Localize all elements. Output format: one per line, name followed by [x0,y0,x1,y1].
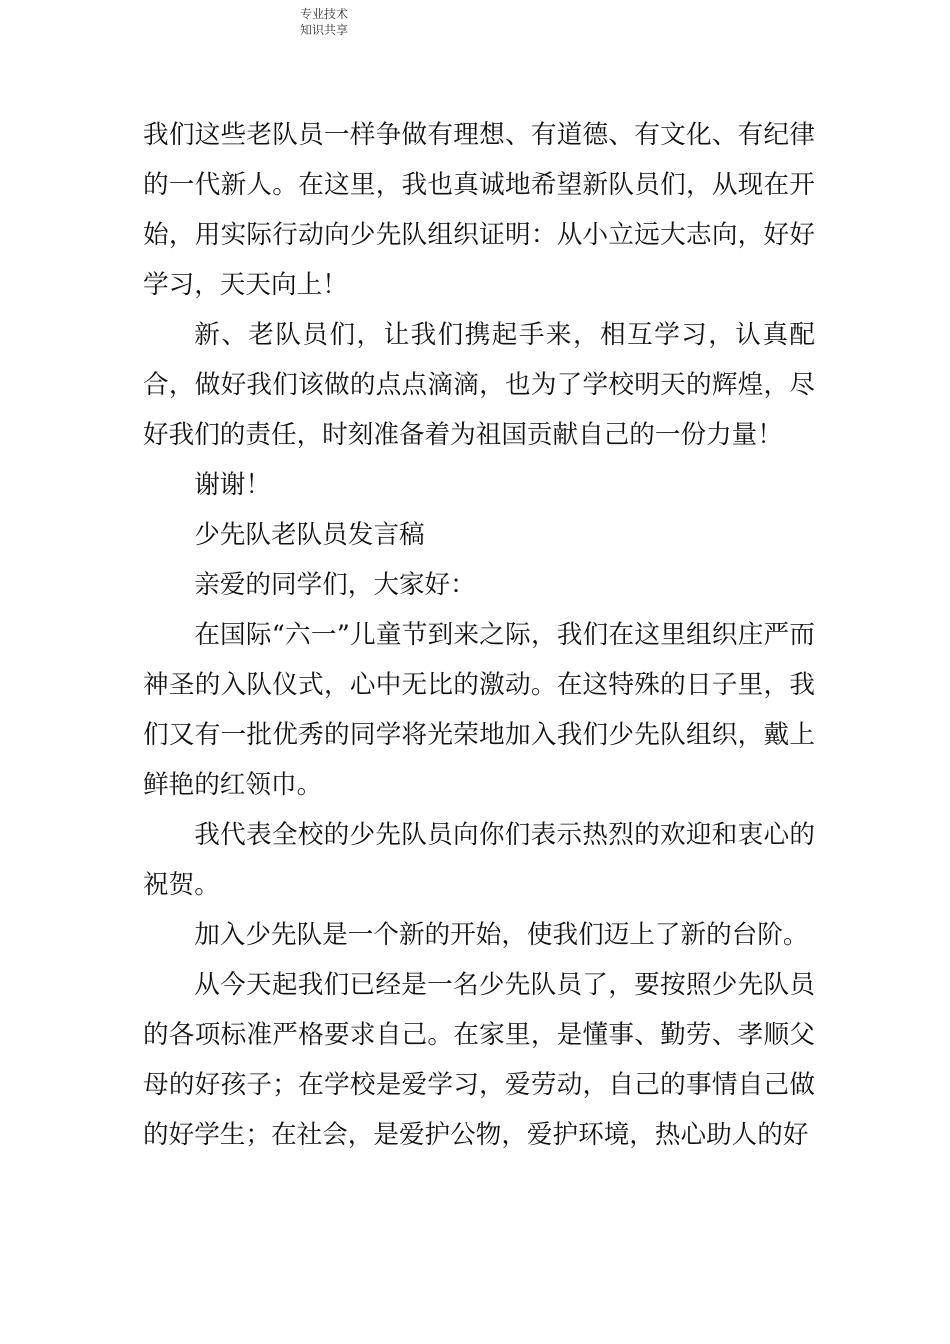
paragraph-2: 新、老队员们，让我们携起手来，相互学习，认真配合，做好我们该做的点点滴滴，也为了学校明天的辉煌，尽好我们的责任，时刻准备着为祖国贡献自己的一份力量！ [143,320,815,450]
paragraph-3: 谢谢！ [194,470,271,500]
paragraph-8: 加入少先队是一个新的开始，使我们迈上了新的台阶。 [194,920,809,950]
paragraph-5-greeting: 亲爱的同学们，大家好： [194,570,476,600]
document-body [143,110,815,1160]
header-note: 专业技术知识共享 [300,7,349,37]
paragraph-4-title: 少先队老队员发言稿 [194,520,425,550]
paragraph-7: 我代表全校的少先队员向你们表示热烈的欢迎和衷心的祝贺。 [143,820,815,900]
paragraph-9: 从今天起我们已经是一名少先队员了，要按照少先队员的各项标准严格要求自己。在家里，是懂事、勤劳、孝顺父母的好孩子；在学校是爱学习，爱劳动，自己的事情自己做的好学生；在社会，是爱护公物，爱护环境，热心助人的好 [143,970,815,1150]
paragraph-1: 我们这些老队员一样争做有理想、有道德、有文化、有纪律的一代新人。在这里，我也真诚地希望新队员们，从现在开始，用实际行动向少先队组织证明：从小立远大志向，好好学习，天天向上！ [143,120,815,300]
paragraph-6: 在国际“六一”儿童节到来之际，我们在这里组织庄严而神圣的入队仪式，心中无比的激动。在这特殊的日子里，我们又有一批优秀的同学将光荣地加入我们少先队组织，戴上鲜艳的红领巾。 [143,620,815,800]
